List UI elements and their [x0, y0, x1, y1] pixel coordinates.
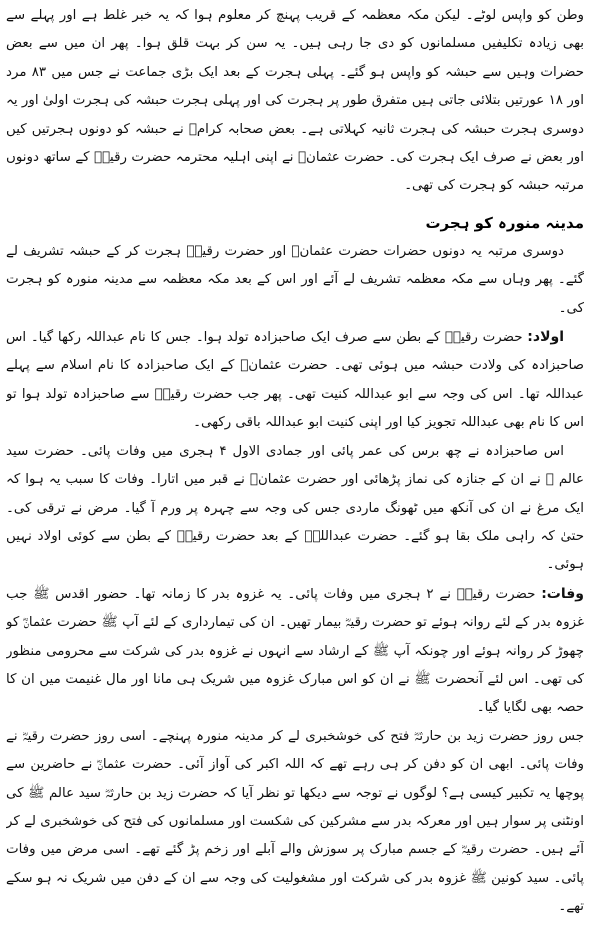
section-heading-madina-hijrat: مدینہ منورہ کو ہجرت — [425, 213, 584, 232]
paragraph-aulad — [6, 323, 584, 438]
paragraph-habasha-hijrat: وطن کو واپس لوٹے۔ لیکن مکہ معظمہ کے قریب پہنچ کر معلوم ہوا کہ یہ خبر غلط ہے اور پہلے سے بھی زیادہ تکلیفیں مسلمانوں کو دی جا رہی ہیں۔ یہ سن کر بہت قلق ہوا۔ پھر ان میں سے بعض حضرات وہیں سے حبشہ کو واپس ہو گئے۔ پہلی ہجرت کے بعد ایک بڑی جماعت نے جس میں ۸۳ مرد اور ۱۸ عورتیں بتلائی جاتی ہیں متفرق طور پر ہجرت کی اور پہلی ہجرت حبشہ کی ہجرت اولیٰ اور یہ دوسری ہجرت حبشہ کی ہجرت ثانیہ کہلاتی ہے۔ بعض صحابہ کرامؓ نے حبشہ کو دونوں ہجرتیں کیں اور بعض نے صرف ایک ہجرت کی۔ حضرت عثمانؓ نے اپنی اہلیہ محترمہ حضرت رقیہؓ کے ساتھ دونوں مرتبہ حبشہ کو ہجرت کی تھی۔ — [6, 8, 584, 194]
wafat-label: وفات: — [541, 585, 584, 602]
aulad-text: حضرت رقیہؓ کے بطن سے صرف ایک صاحبزادہ تولد ہوا۔ جس کا نام عبداللہ رکھا گیا۔ اس صاحبزادہ کی ولادت حبشہ میں ہوئی تھی۔ حضرت عثمانؓ کے ایک صاحبزادہ کا نام اسلام سے پہلے عبداللہ تھا۔ اس کی وجہ سے ابو عبداللہ کنیت تھی۔ پھر جب حضرت رقیہؓ سے صاحبزادہ تولد ہوا تو اس کا نام بھی عبداللہ تجویز کیا اور اپنی کنیت ابو عبداللہ باقی رکھی۔ — [6, 330, 584, 431]
book-page — [6, 2, 584, 942]
aulad-label: اولاد: — [527, 329, 564, 346]
paragraph-wafat — [6, 580, 584, 723]
paragraph-badr-khushkhabri: جس روز حضرت زید بن حارثہؓ فتح کی خوشخبری لے کر مدینہ منورہ پہنچے۔ اسی روز حضرت رقیہؓ نے وفات پائی۔ ابھی ان کو دفن کر ہی رہے تھے کہ اللہ اکبر کی آواز آئی۔ حضرت عثمانؓ نے حاضرین سے پوچھا یہ تکبیر کیسی ہے؟ لوگوں نے توجہ سے دیکھا تو نظر آیا کہ حضرت زید بن حارثہؓ سید عالم ﷺ کی اونٹنی پر سوار ہیں اور معرکہ بدر سے مشرکین کی شکست اور مسلمانوں کی فتح کی خوشخبری لے کر آئے ہیں۔ حضرت رقیہؓ کے جسم مبارک پر سوزش والے آبلے اور زخم پڑ گئے تھے۔ اسی مرض میں وفات پائی۔ سید کونین ﷺ غزوہ بدر کی شرکت اور مشغولیت کی وجہ سے ان کے دفن میں شریک نہ ہو سکے تھے۔ — [6, 728, 584, 915]
paragraph-sahibzada-wafat: اس صاحبزادہ نے چھ برس کی عمر پائی اور جمادی الاول ۴ ہجری میں وفات پائی۔ حضرت سید عالم ﷺ نے ان کے جنازہ کی نماز پڑھائی اور حضرت عثمانؓ نے قبر میں اتارا۔ وفات کا سبب یہ ہوا کہ ایک مرغ نے ان کی آنکھ میں ٹھونگ ماردی جس کی وجہ سے چہرہ پر ورم آ گیا۔ مرض نے ترقی کی۔ حتیٰ کہ راہی ملک بقا ہو گئے۔ حضرت عبداللہؓ کے بعد حضرت رقیہؓ کے بطن سے کوئی اولاد نہیں ہوئی۔ — [6, 443, 584, 573]
wafat-text: حضرت رقیہؓ نے ۲ ہجری میں وفات پائی۔ یہ غزوہ بدر کا زمانہ تھا۔ حضور اقدس ﷺ جب غزوہ بدر کے لئے روانہ ہوئے تو حضرت رقیہؓ بیمار تھیں۔ ان کی تیمارداری کے لئے آپ ﷺ حضرت عثمانؓ کو چھوڑ کر روانہ ہوئے اور چونکہ آپ ﷺ کے ارشاد سے انہوں نے غزوہ بدر کی شرکت سے محرومی منظور کی تھی۔ اس لئے آنحضرت ﷺ نے ان کو اس مبارک غزوہ میں شریک ہی مانا اور مال غنیمت میں ان کا حصہ بھی لگایا گیا۔ — [6, 586, 584, 716]
paragraph-madina-hijrat: دوسری مرتبہ یہ دونوں حضرات حضرت عثمانؓ اور حضرت رقیہؓ ہجرت کر کے حبشہ تشریف لے گئے۔ پھر وہاں سے مکہ معظمہ تشریف لے آئے اور اس کے بعد مکہ معظمہ سے مدینہ منورہ کو ہجرت کی۔ — [6, 243, 584, 316]
